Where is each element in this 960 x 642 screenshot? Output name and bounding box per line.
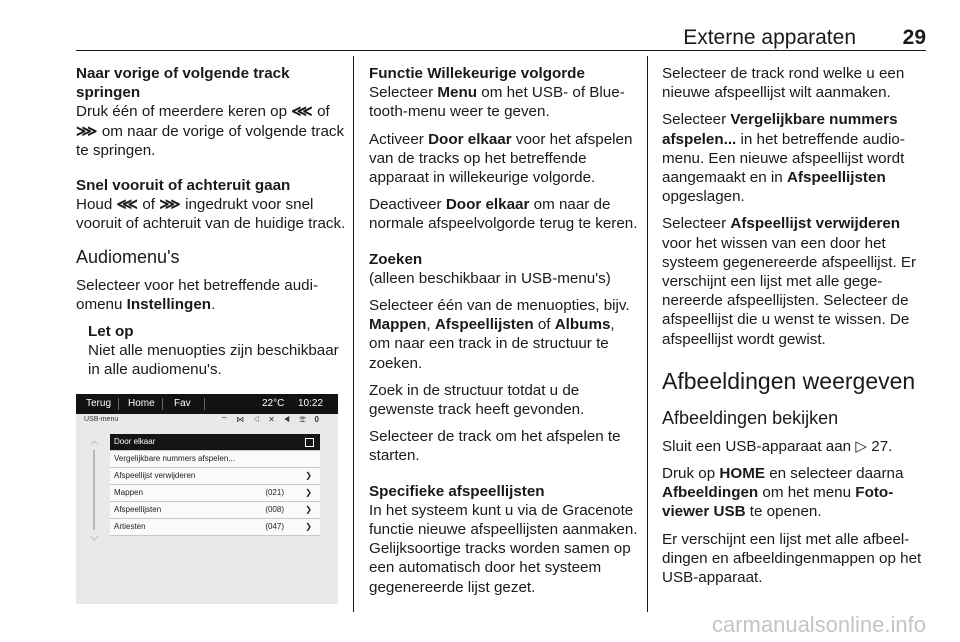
- checkbox-icon: [305, 438, 314, 447]
- heading-shuffle: Functie Willekeurige volgorde: [369, 65, 585, 82]
- text: om naar de vorige of volgende track te springen.: [76, 122, 345, 159]
- menu-row-artists: [110, 519, 320, 536]
- para-audiomenus: [76, 276, 346, 314]
- temperature: 22°C: [262, 398, 285, 409]
- row-count: (021): [265, 488, 284, 497]
- rewind-icon: ⋘: [116, 196, 139, 214]
- row-label: Door elkaar: [114, 437, 156, 446]
- header-title: Externe apparaten: [683, 26, 856, 49]
- text-bold: Albums: [554, 316, 611, 334]
- text-bold: Menu: [437, 84, 478, 102]
- chevron-right-icon: ❯: [305, 505, 312, 514]
- usb-menu-label: USB-menu: [84, 416, 119, 423]
- infotainment-screen-image: [76, 394, 338, 604]
- tab-back: Terug: [86, 398, 112, 409]
- text-bold: Vergelijkbare nummers afspelen...: [662, 111, 898, 148]
- text: of: [138, 196, 160, 214]
- text: Selecteer voor het betreffende audiomenu: [76, 276, 319, 313]
- chevron-right-icon: ❯: [305, 471, 312, 480]
- note-box: [88, 322, 346, 380]
- text-bold: Instellingen: [126, 295, 212, 313]
- row-label: Mappen: [114, 488, 143, 497]
- tab-fav: Fav: [174, 398, 191, 409]
- page-number: 29: [902, 26, 926, 49]
- text-bold: Door elkaar: [428, 130, 512, 148]
- row-label: Artiesten: [114, 522, 146, 531]
- text: om naar de normale afspeelvolgorde terug te keren.: [369, 196, 638, 233]
- menu-row-playlists: [110, 502, 320, 519]
- para-specific: In het systeem kunt u via de Gracenote functie nieuwe afspeellijsten aanmaken. Gelijksoortige tracks worden samen op een automatisch door het systeem gegenereerde lijst gezet.: [369, 501, 638, 596]
- text: ingedrukt voor snel vooruit of achteruit van de huidige track.: [76, 196, 346, 233]
- text: ,: [426, 316, 435, 334]
- page-header: [76, 26, 926, 50]
- text: Druk op: [662, 465, 720, 483]
- text-bold: Door elkaar: [445, 196, 530, 214]
- row-count: (047): [265, 522, 284, 531]
- text: om het USB- of Bluetooth-menu weer te geven.: [369, 84, 625, 121]
- chevron-right-icon: ❯: [305, 522, 312, 531]
- text-bold: Mappen: [369, 316, 427, 334]
- text: , om naar een track in de structuur te zoeken.: [369, 316, 615, 372]
- clock: 10:22: [298, 398, 324, 409]
- next-icon: ⋙: [76, 122, 98, 140]
- row-label: Vergelijkbare nummers afspelen...: [114, 454, 235, 463]
- para-shuffle-3: [369, 195, 639, 233]
- text: .: [211, 295, 216, 313]
- menu-row-folders: [110, 485, 320, 502]
- text: Selecteer één van de menuopties, bijv.: [369, 297, 630, 315]
- text: Druk één of meerdere keren op: [76, 103, 292, 121]
- para-prev-next: [76, 102, 346, 160]
- text-bold: Fotoviewer USB: [662, 484, 894, 521]
- heading-specific-playlists: Specifieke afspeellijsten: [369, 482, 545, 500]
- menu-row-similar: [110, 451, 320, 468]
- scroll-up-icon: ︿: [90, 436, 100, 446]
- heading-search: Zoeken: [369, 250, 423, 268]
- text-bold: Afspeellijsten: [434, 316, 534, 334]
- row-count: (008): [265, 505, 284, 514]
- menu-row-shuffle: [110, 434, 320, 451]
- text: om het menu: [758, 484, 856, 502]
- heading-fast-forward: Snel vooruit of achteruit gaan: [76, 177, 291, 195]
- prev-icon: ⋘: [291, 103, 313, 121]
- watermark: carmanualsonline.info: [711, 612, 926, 637]
- para-c3-2: [662, 110, 930, 206]
- scroll-down-icon: ﹀: [90, 536, 100, 546]
- text: voor het afspelen van de tracks op het betreffende apparaat in willekeurige volgorde.: [369, 130, 633, 187]
- page-reference-link[interactable]: ▷ 27.: [855, 437, 893, 455]
- para-shuffle-2: [369, 130, 639, 188]
- text: Selecteer: [369, 84, 438, 102]
- para-fast-forward: [76, 195, 346, 233]
- para-search-3: Selecteer de track om het afspelen te starten.: [369, 428, 621, 465]
- heading-view-images: Afbeeldingen bekijken: [662, 407, 839, 428]
- column-2: [369, 64, 639, 605]
- forward-icon: ⋙: [159, 196, 181, 214]
- para-c3-1: Selecteer de track rond welke u een nieuwe afspeellijst wilt aanmaken.: [662, 65, 905, 102]
- para-c3-5: [662, 464, 930, 522]
- heading-show-images: Afbeeldingen weergeven: [662, 367, 916, 394]
- text: Activeer: [369, 130, 429, 148]
- text: Deactiveer: [369, 196, 446, 214]
- header-rule: [76, 50, 926, 51]
- menu-row-delete-playlist: [110, 468, 320, 485]
- text: Houd: [76, 196, 117, 214]
- column-1: [76, 64, 346, 380]
- para-c3-3: [662, 214, 930, 348]
- text: of: [312, 103, 330, 121]
- scroll-track: [93, 450, 95, 530]
- text: voor het wissen van een door het systeem gegenereerde afspeellijst. Er verschijnt een lijst met alle gegenereerde afspeellijsten. Selecteer de afspeellijst die u wenst te wissen. De afspeellijst wordt gewist.: [662, 234, 917, 348]
- para-c3-6: Er verschijnt een lijst met alle afbeeldingen en afbeeldingenmappen op het USB-apparaat.: [662, 530, 922, 587]
- note-text: Niet alle menuopties zijn beschikbaar in alle audiomenu's.: [88, 342, 339, 379]
- para-shuffle-1: [369, 83, 639, 121]
- text: te openen.: [745, 503, 822, 521]
- heading-audiomenus: Audiomenu's: [76, 246, 180, 267]
- text: of: [533, 316, 555, 334]
- row-label: Afspeellijsten: [114, 505, 162, 514]
- text-bold: Afspeellijsten: [786, 169, 886, 187]
- tab-home: Home: [128, 398, 155, 409]
- status-icons: ⌔ ⋈ ◁ ✕ ◀ ☏ 0: [220, 415, 322, 424]
- heading-prev-next: Naar vorige of volgende track springen: [76, 65, 290, 102]
- text: en selecteer daarna: [764, 465, 904, 483]
- text: Selecteer: [662, 215, 731, 233]
- column-divider-2: [647, 56, 648, 612]
- screen-top-bar: [76, 394, 338, 414]
- row-label: Afspeellijst verwijderen: [114, 471, 196, 480]
- para-c3-4: [662, 437, 930, 456]
- column-divider-1: [353, 56, 354, 612]
- text: in het betreffende audiomenu. Een nieuwe afspeellijst wordt aangemaakt en in: [662, 130, 905, 187]
- para-search-2: Zoek in de structuur totdat u de gewenste track heeft gevonden.: [369, 381, 585, 419]
- note-title: Let op: [88, 323, 134, 341]
- para-search-1: [369, 296, 639, 373]
- text-bold: Afspeellijst verwijderen: [730, 215, 901, 233]
- text: Selecteer: [662, 111, 731, 129]
- chevron-right-icon: ❯: [305, 488, 312, 497]
- para-search-sub: (alleen beschikbaar in USB-menu's): [369, 269, 611, 287]
- usb-menu-list: [110, 434, 320, 536]
- text: opgeslagen.: [662, 188, 745, 206]
- text-bold: HOME: [719, 465, 765, 483]
- text: Sluit een USB-apparaat aan: [662, 437, 856, 455]
- text-bold: Afbeeldingen: [662, 484, 759, 502]
- column-3: [662, 64, 930, 595]
